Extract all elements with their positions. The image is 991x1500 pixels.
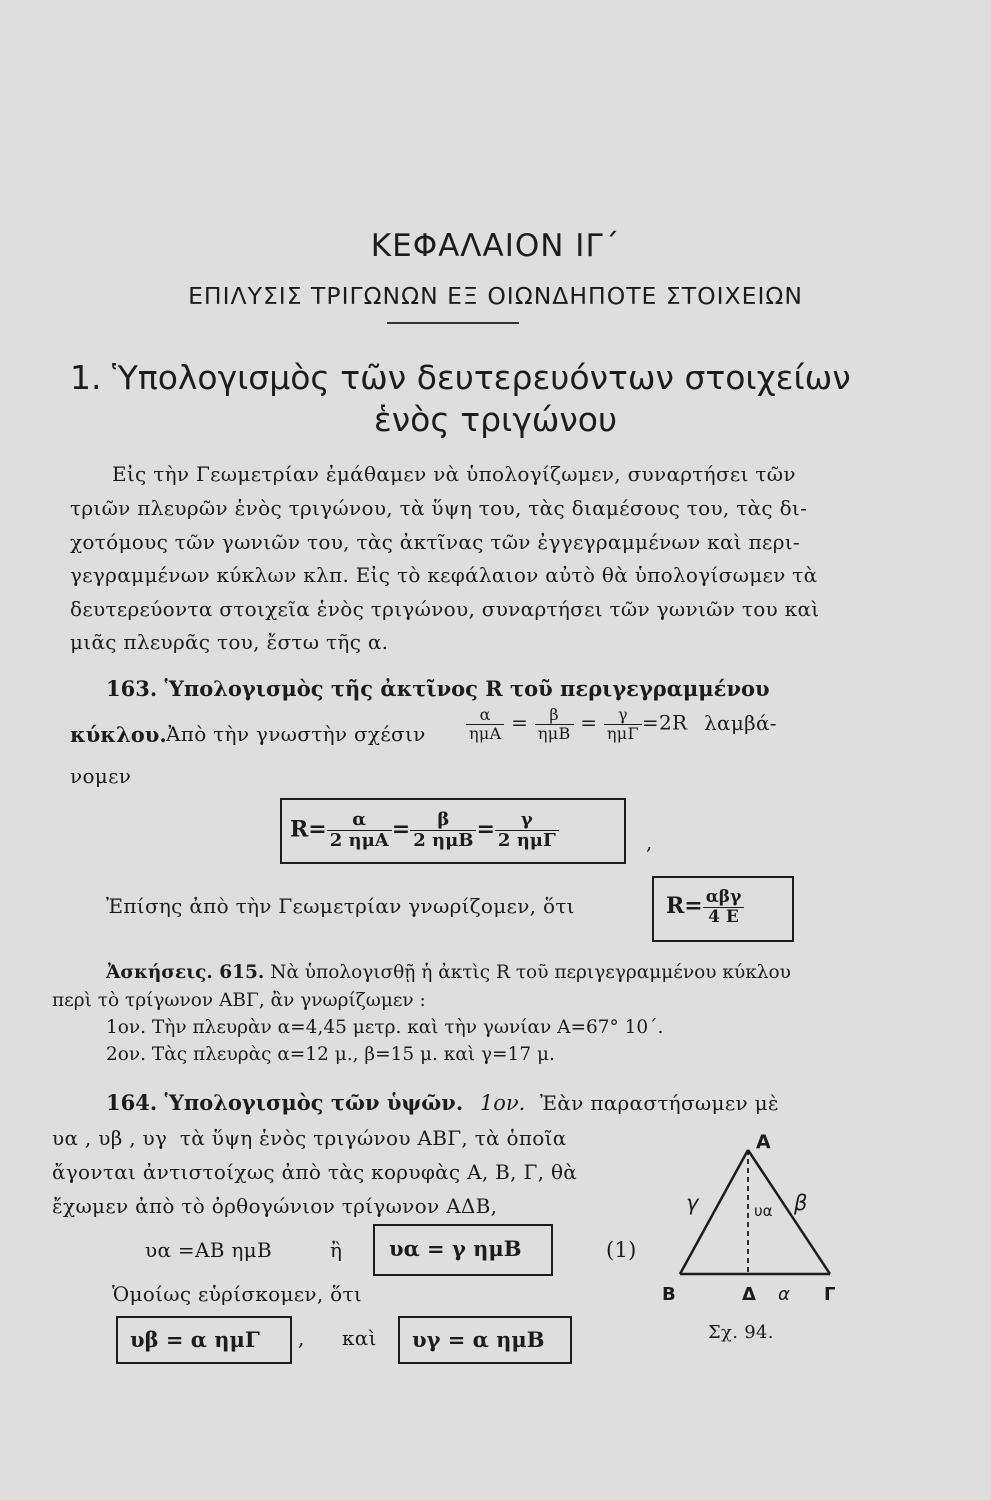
side-label-b: β xyxy=(794,1191,808,1215)
sine-law-relation: $\frac{\alpha}{\text{ημΑ}}$ = $\frac{\beta}{\text{ημΒ}}$ = $\frac{\gamma}{\text{ημΓ}}$ =2R λαμβά- xyxy=(466,706,777,742)
formula-R-area: R= $\frac{\text{αβγ}}{4 E}$ xyxy=(666,888,744,926)
relation-intro: Ἀπὸ τὴν γνωστὴν σχέσιν xyxy=(166,722,426,746)
section-title-line1: 1. Ὑπολογισμὸς τῶν δευτερευόντων στοιχείων xyxy=(70,358,851,397)
altitude-label: υα xyxy=(754,1202,773,1220)
side-label-g: γ xyxy=(686,1191,699,1215)
heading-163-cont: κύκλου. xyxy=(70,722,167,747)
figure-caption: Σχ. 94. xyxy=(708,1322,774,1343)
formula-box-ub xyxy=(116,1316,292,1364)
section-title-line2: ἑνὸς τριγώνου xyxy=(373,400,618,439)
title-divider xyxy=(387,322,519,324)
formula-ub: υβ = α ημΓ xyxy=(130,1327,260,1352)
eq-ua: υα =ΑΒ ημΒ xyxy=(145,1238,272,1262)
formula-box-ua xyxy=(373,1224,553,1276)
s164-line4: ἔχωμεν ἀπὸ τὸ ὀρθογώνιον τρίγωνον ΑΔΒ, xyxy=(52,1194,498,1218)
vertex-label-G: Γ xyxy=(824,1284,836,1305)
exercise-item-2: 2ον. Τὰς πλευρὰς α=12 μ., β=15 μ. καὶ γ=17 μ. xyxy=(106,1044,555,1065)
formula-R: R= $\frac{\alpha}{\text{2 ημΑ}}$ = $\frac{\beta}{\text{2 ημΒ}}$ = $\frac{\gamma}{\text{2 ημΓ}}$ xyxy=(290,810,559,851)
exercises-line2: περὶ τὸ τρίγωνον ΑΒΓ, ἂν γνωρίζωμεν : xyxy=(52,990,426,1011)
vertex-label-B: Β xyxy=(662,1284,676,1305)
formula-ua: υα = γ ημΒ xyxy=(389,1236,522,1261)
formula-box-R xyxy=(280,798,626,864)
heading-163: 163. Ὑπολογισμὸς τῆς ἀκτῖνος R τοῦ περιγεγραμμένου xyxy=(106,676,770,701)
formula-box-area xyxy=(652,876,794,942)
kai-text: καὶ xyxy=(342,1326,377,1350)
formula-ug: υγ = α ημΒ xyxy=(412,1327,545,1352)
intro-line: τριῶν πλευρῶν ἑνὸς τριγώνου, τὰ ὕψη του, τὰς διαμέσους του, τὰς δι- xyxy=(70,496,808,520)
chapter-title: ΚΕΦΑΛΑΙΟΝ ΙΓ΄ xyxy=(370,228,621,264)
equation-number: (1) xyxy=(606,1238,637,1262)
vertex-label-A: Α xyxy=(756,1131,771,1153)
foot-label-D: Δ xyxy=(742,1284,756,1305)
s164-line3: ἄγονται ἀντιστοίχως ἀπὸ τὰς κορυφὰς Α, Β, Γ, θὰ xyxy=(52,1160,578,1184)
also-text: Ἐπίσης ἀπὸ τὴν Γεωμετρίαν γνωρίζομεν, ὅτι xyxy=(106,894,575,918)
triangle-figure xyxy=(648,1120,848,1320)
exercise-item-1: 1ον. Τὴν πλευρὰν α=4,45 μετρ. καὶ τὴν γωνίαν Α=67° 10΄. xyxy=(106,1017,664,1038)
side-label-a: α xyxy=(778,1284,790,1305)
intro-line: Εἰς τὴν Γεωμετρίαν ἐμάθαμεν νὰ ὑπολογίζωμεν, συναρτήσει τῶν xyxy=(112,462,796,486)
similar-text: Ὁμοίως εὑρίσκομεν, ὅτι xyxy=(112,1282,363,1306)
or-text: ἢ xyxy=(330,1238,343,1262)
exercises: Ἀσκήσεις. 615. Νὰ ὑπολογισθῇ ἡ ἀκτὶς R τοῦ περιγεγραμμένου κύκλου xyxy=(106,962,791,983)
relation-cont: νομεν xyxy=(70,764,132,788)
intro-line: γεγραμμένων κύκλων κλπ. Εἰς τὸ κεφάλαιον αὐτὸ θὰ ὑπολογίσωμεν τὰ xyxy=(70,563,818,587)
chapter-subtitle: ΕΠΙΛΥΣΙΣ ΤΡΙΓΩΝΩΝ ΕΞ ΟΙΩΝΔΗΠΟΤΕ ΣΤΟΙΧΕΙΩΝ xyxy=(188,282,803,310)
intro-line: μιᾶς πλευρᾶς του, ἔστω τῆς α. xyxy=(70,630,389,654)
s164-line2: υα , υβ , υγ τὰ ὕψη ἑνὸς τριγώνου ΑΒΓ, τὰ ὁποῖα xyxy=(52,1126,567,1150)
heading-164: 164. Ὑπολογισμὸς τῶν ὑψῶν. 1ον. Ἐὰν παραστήσωμεν μὲ xyxy=(106,1090,779,1115)
formula-box-ug xyxy=(398,1316,572,1364)
intro-line: δευτερεύοντα στοιχεῖα ἑνὸς τριγώνου, συναρτήσει τῶν γωνιῶν του καὶ xyxy=(70,597,820,621)
separator-comma: , xyxy=(298,1326,305,1350)
intro-line: χοτόμους τῶν γωνιῶν του, τὰς ἀκτῖνας τῶν ἐγγεγραμμένων καὶ περι- xyxy=(70,530,800,554)
formula-comma: , xyxy=(646,830,653,854)
